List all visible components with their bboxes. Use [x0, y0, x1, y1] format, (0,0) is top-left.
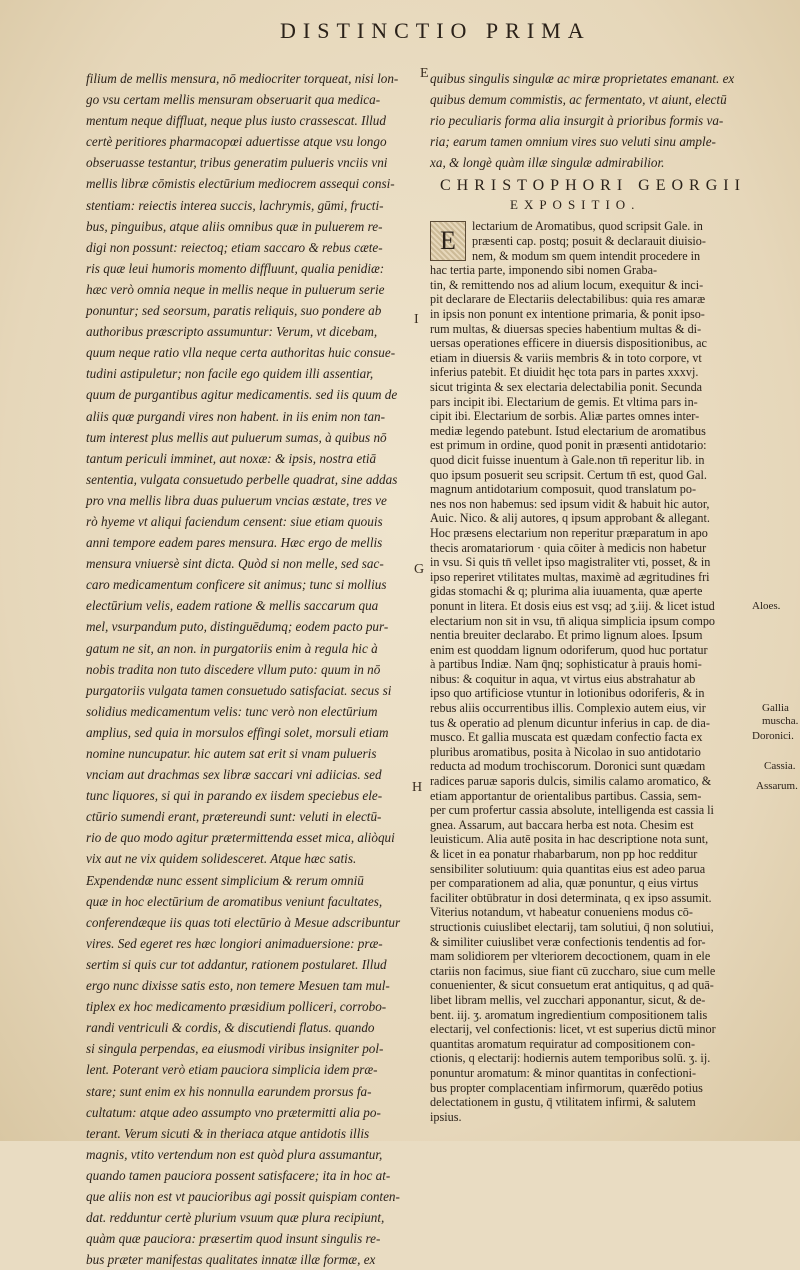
text-line: tiplex ex hoc medicamento præsidium polliceri, corrobo- — [86, 999, 387, 1015]
text-line: ctariis non facimus, siue fiant cū zuccharo, siue cum melle — [430, 963, 716, 978]
text-line: à partibus Indiæ. Nam q̄nq; sophisticatur à prauis homi- — [430, 657, 702, 672]
text-line: nentia breuiter declarabo. Et primo lignum aloes. Ipsum — [430, 628, 703, 643]
text-line: ipso reperiret vtilitates multas, maximè ad ægritudines fri — [430, 569, 710, 584]
text-line: nem, & modum sm quem intendit procedere in — [472, 248, 701, 263]
text-line: hæc verò omnia neque in mellis neque in puluerum serie — [86, 281, 385, 297]
text-line: mediæ legendo patebunt. Istud electarium de aromatibus — [430, 423, 706, 438]
text-line: rio de quo modo agitur prætermittenda esset mica, aliòqui — [86, 830, 395, 846]
text-line: que aliis non est vt paucioribus agi possit quispiam conten- — [86, 1188, 400, 1204]
text-line: rebus aliis occurrentibus illis. Complexio autem eius, vir — [430, 701, 706, 716]
left-column-text — [86, 68, 416, 1270]
text-line: quum de purgantibus agitur medicamentis. sed iis quum de — [86, 387, 398, 403]
text-line: pit declarare de Electariis delectabilibus: quia res amaræ — [430, 292, 706, 307]
text-line: electarij, vel confectionis: licet, vt est superius dictū minor — [430, 1022, 716, 1037]
text-line: ponunt in litera. Et dosis eius est vsq; ad ʒ.iij. & licet istud — [430, 598, 715, 613]
text-line: electarium non sit in vsu, tn̄ aliqua simplicia ipsum compo — [430, 613, 716, 628]
right-column — [430, 68, 760, 1124]
text-line: etiam apportantur de orientalibus partibus. Cassia, sem- — [430, 788, 702, 803]
text-line: tin, & remittendo nos ad alium locum, exequitur & inci- — [430, 277, 704, 292]
text-line: anni tempore eadem pares mensura. Hæc ergo de mellis — [86, 535, 383, 551]
text-line: nibus: & coquitur in aqua, vt virtus eius abstrahatur ab — [430, 671, 696, 686]
section-marker-g: G — [414, 562, 425, 577]
text-line: quum neque ratio vlla neque certa authoritas huic consue- — [86, 345, 396, 361]
text-line: electūrium velis, eadem ratione & mellis saccarum qua — [86, 598, 379, 614]
text-line: lectarium de Aromatibus, quod scripsit Gale. in — [472, 219, 703, 234]
text-line: authoribus præscripto assumuntur: Verum, vt dicebam, — [86, 324, 378, 340]
text-line: structionis cuiuslibet electarij, tam solutiui, q̄ non solutiui, — [430, 919, 714, 934]
text-line: sertim si quis cur tot addantur, rationem postularet. Illud — [86, 956, 387, 972]
text-line: bus, pinguibus, atque aliis omnibus quæ in puluerem re- — [86, 218, 383, 234]
text-line: amplius, sed quia in morsulos effingi solet, morsuli etiam — [86, 724, 389, 740]
text-line: in ipsis non ponunt ex intentione primaria, & ponit ipso- — [430, 307, 705, 322]
decorated-initial: E — [430, 221, 466, 261]
text-line: nes nos non habemus: sed ipsum vidit & habuit hic autor, — [430, 496, 710, 511]
text-line: musco. Et gallia muscata est quædam confectio facta ex — [430, 730, 703, 745]
text-line: pluribus aromatibus, posita à Nicolao in suo antidotario — [430, 744, 701, 759]
text-line: dat. redduntur certè plurium vsuum quæ plura recipiunt, — [86, 1210, 385, 1226]
text-line: libet libram mellis, vel zucchari apponantur, sicut, & de- — [430, 992, 706, 1007]
text-line: nomine nuncupatur. hic autem sat erit si vnam pulueris — [86, 746, 377, 761]
text-line: bent. iij. ʒ. aromatum ingredientium compositionem talis — [430, 1007, 708, 1022]
text-line: vires. Sed egeret res hæc longiori animaduersione: præ- — [86, 935, 383, 951]
text-line: thecis aromatariorum · quia cōiter à medicis non habetur — [430, 540, 707, 555]
text-line: caro medicamentum conficere sit animus; tunc si mollius — [86, 577, 387, 593]
text-line: ctūrio sumendi erant, prætereundi sunt: veluti in electū- — [86, 809, 382, 825]
text-line: cipit ibi. Electarium de sorbis. Aliæ partes omnes inter- — [430, 409, 700, 424]
text-line: quando tamen pauciora possent satisfacere; ita in hoc at- — [86, 1167, 391, 1183]
text-line: bus præter manifestas qualitates innatæ illæ formæ, ex — [86, 1252, 376, 1268]
text-line: & licet in ea ponatur rhabarbarum, non pp hoc redditur — [430, 847, 698, 861]
text-line: si singula perpendas, ea eiusmodi viribus insigniter pol- — [86, 1041, 384, 1057]
text-line: quæ in hoc electūrium de aromatibus veniunt facultates, — [86, 893, 383, 909]
text-line: solidius medicamentum velis: tunc verò non electūrium — [86, 703, 378, 719]
text-line: vix aut ne vix quidem solidesceret. Atque hæc satis. — [86, 851, 357, 867]
text-line: quantitas aromatum requiratur ad compositionem con- — [430, 1036, 696, 1051]
text-line: rum multas, & diuersas species habentium multas & di- — [430, 321, 702, 336]
text-line: pars incipit ibi. Electarium de gemis. Et vltima pars in- — [430, 394, 698, 409]
text-line: xa, & longè quàm illæ singulæ admirabilior. — [430, 155, 665, 171]
text-line: hac tertia parte, imponendo sibi nomen Graba- — [430, 263, 658, 278]
text-line: quibus demum commistis, ac fermentato, vt aiunt, electū — [430, 92, 727, 108]
text-line: conferendæque iis quas toti electūrio à Mesue adscribuntur — [86, 914, 401, 930]
text-line: magnis, vtito vertendum non est quòd plura assumantur, — [86, 1146, 383, 1162]
running-head: DISTINCTIO PRIMA — [280, 18, 591, 43]
text-line: quod dicit fuisse inuentum à Gale.non tn̄ reperitur lib. in — [430, 452, 705, 467]
text-line: gnea. Assarum, aut baccara herba est nota. Chesim est — [430, 817, 694, 832]
left-column — [86, 68, 416, 1268]
text-line: purgatoriis vulgata tamen consuetudo satisfaciat. secus si — [86, 682, 392, 698]
text-line: est primum in ordine, quod ponit in præsenti antidotario: — [430, 438, 707, 453]
text-line: tunc liquores, si qui in parando ex iisdem speciebus ele- — [86, 788, 383, 804]
text-line: ponuntur; sed seorsum, paratis reliquis, suo pondere ab — [86, 303, 382, 319]
section-subtitle: EXPOSITIO. — [510, 197, 641, 213]
text-line: ris quæ leui humoris momento diffluunt, qualia penidiæ: — [86, 260, 385, 276]
text-line: stare; sunt enim ex his nonnulla earundem prorsus fa- — [86, 1083, 372, 1099]
text-line: nobis tradita non tuto discedere vllum puto: quum in nō — [86, 661, 381, 677]
text-line: per comparationem ad alia, quæ ponuntur, q eius virtus — [430, 876, 699, 891]
text-line: reducta ad modum trochiscorum. Doronici sunt quædam — [430, 759, 706, 774]
text-line: pro vna mellis libra duas puluerum vncias æstate, tres ve — [86, 492, 387, 508]
text-line: sensibiliter solutiuum: quia quantitas eius est adeo parua — [430, 861, 706, 876]
text-line: bus propter complacentiam infirmorum, quærēdo potius — [430, 1080, 703, 1095]
text-line: tus & operatio ad plenum dicuntur inferius in cap. de dia- — [430, 715, 710, 730]
text-line: tum interest plus mellis aut puluerum sumas, à quibus nō — [86, 429, 387, 445]
text-line: stentiam: reiectis interea succis, lachrymis, gūmi, fructi- — [86, 197, 384, 213]
text-line: go vsu certam mellis mensuram obseruarit qua medica- — [86, 92, 381, 108]
text-line: & similiter cuiuslibet veræ confectionis tendentis ad for- — [430, 934, 706, 949]
text-line: Auic. Nico. & alij autores, q ipsum approbant & allegant. — [430, 511, 710, 526]
text-line: delectationem in gustu, q̄ vtilitatem infirmi, & salutem — [430, 1095, 696, 1110]
text-line: conuenienter, & sicut consuetum erat antiquitus, q ad quā- — [430, 978, 714, 993]
text-line: obseruasse testantur, tribus generatim pulueris vnciis vni — [86, 155, 388, 171]
text-line: præsenti cap. postq; posuit & declarauit diuisio- — [472, 234, 706, 249]
text-line: uersas operationes efficere in diuersis dispositionibus, ac — [430, 336, 707, 351]
text-line: inferius patebit. Et diuidit hęc tota pars in partes xxxvj. — [430, 365, 699, 380]
text-line: lent. Poterant verò etiam pauciora simplicia idem præ- — [86, 1062, 378, 1078]
text-line: etiam in diuersis & variis membris & in toto corpore, vt — [430, 350, 702, 365]
text-line: filium de mellis mensura, nō mediocriter torqueat, nisi lon- — [86, 71, 399, 86]
text-line: faciliter obtūbratur in dosi determinata, q ex ipso assumit. — [430, 890, 712, 905]
text-line: ria; earum tamen omnium vires suo veluti sinu ample- — [430, 134, 716, 150]
section-marker-i: I — [414, 312, 419, 327]
text-line: randi ventriculi & cordis, & discutiendi flatus. quando — [86, 1020, 375, 1036]
text-line: gidas stomachi & q; plurima alia iuuamenta, quæ aperte — [430, 584, 703, 599]
margin-note-gallia: Gallia muscha. — [762, 702, 799, 727]
text-line: digi non possunt: reiectoq; etiam saccaro & rebus cæte- — [86, 239, 383, 255]
text-line: radices paruæ saporis dulcis, similis calamo aromatico, & — [430, 774, 712, 789]
text-line: mellis libræ cōmistis electūrium mediocrem assequi consi- — [86, 176, 395, 192]
text-line: rio peculiaris forma alia insurgit à prioribus formis va- — [430, 113, 724, 129]
section-marker-e: E — [420, 66, 429, 81]
text-line: certè peritiores pharmacopœi aduertisse atque vsu longo — [86, 134, 387, 150]
text-line: in vsu. Si quis tn̄ vellet ipso magistraliter vti, posset, & in — [430, 555, 711, 570]
text-line: gatum ne sit, an non. in purgatoriis enim à regula hic à — [86, 640, 378, 656]
text-line: magnum antidotarium composuit, quod translatum po- — [430, 482, 697, 497]
text-line: vnciam aut drachmas sex libræ saccari vni adiicias. sed — [86, 767, 382, 783]
text-line: ctionis, q electarij: hodiernis autem temporibus solū. ʒ. ij. — [430, 1051, 711, 1066]
text-line: Expendendæ nunc essent simplicium & rerum omniū — [86, 872, 364, 888]
text-line: aliis quæ purgandi vires non habent. in iis enim non tan- — [86, 408, 386, 424]
text-line: ipso quo artificiose vtuntur in lotionibus odoriferis, & in — [430, 686, 705, 701]
text-line: tudini astipuletur; non facile ego quidem illi assentiar, — [86, 366, 374, 382]
margin-note-assarum: Assarum. — [756, 780, 798, 792]
text-line: sententia, vulgata consuetudo perbelle quadrat, sine addas — [86, 471, 398, 487]
text-line: mam solidiorem per vlteriorem decoctionem, quam in ele — [430, 949, 711, 964]
text-line: mel, vsurpandum puto, distinguēdumq; eodem pacto pur- — [86, 619, 389, 635]
text-line: quibus singulis singulæ ac miræ proprietates emanant. ex — [430, 71, 735, 86]
section-marker-h: H — [412, 780, 423, 795]
margin-note-aloes: Aloes. — [752, 600, 781, 612]
text-line: Viterius notandum, vt habeatur conueniens modus cō- — [430, 905, 693, 920]
text-line: leuisticum. Alia autē posita in hac descriptione nota sunt, — [430, 832, 709, 847]
text-line: rò hyeme vt aliqui faciendum censent: siue etiam quouis — [86, 513, 383, 529]
text-line: mentum neque diffluat, neque plus iusto crassescat. Illud — [86, 113, 386, 129]
text-line: Hoc præsens electarium non reperitur præparatum in apo — [430, 525, 708, 540]
text-line: terant. Verum sicuti & in theriaca atque antidotis illis — [86, 1125, 370, 1141]
section-title: CHRISTOPHORI GEORGII — [440, 177, 746, 195]
margin-note-cassia: Cassia. — [764, 760, 796, 772]
commentary-text — [430, 219, 760, 1124]
text-line: sicut triginta & sex electaria delectabilia ponit. Secunda — [430, 380, 703, 394]
text-line: ipsius. — [430, 1109, 462, 1124]
text-line: enim est quoddam lignum odoriferum, quod huc portatur — [430, 642, 708, 657]
text-line: ergo nunc dixisse satis esto, non temere Mesuen tam mul- — [86, 978, 390, 994]
text-line: ponuntur aromatum: & minor quantitas in confectioni- — [430, 1065, 697, 1080]
text-line: mensura vniuersè sint dicta. Quòd si non melle, sed sac- — [86, 556, 384, 572]
text-line: quàm quæ pauciora: præsertim quod insunt singulis re- — [86, 1231, 381, 1247]
text-line: per cum profertur cassia absolute, intelligenda est cassia li — [430, 803, 714, 818]
text-line: quo ipsum posuerit seu scripsit. Certum tn̄ est, quod Gal. — [430, 467, 707, 482]
right-column-italic-text — [430, 68, 760, 173]
margin-note-doronici: Doronici. — [752, 730, 794, 742]
text-line: tantum periculi imminet, aut noxæ: & ipsis, nostra etiā — [86, 450, 377, 466]
text-line: cultatum: atque adeo assumpto vno prætermitti alia po- — [86, 1104, 381, 1120]
